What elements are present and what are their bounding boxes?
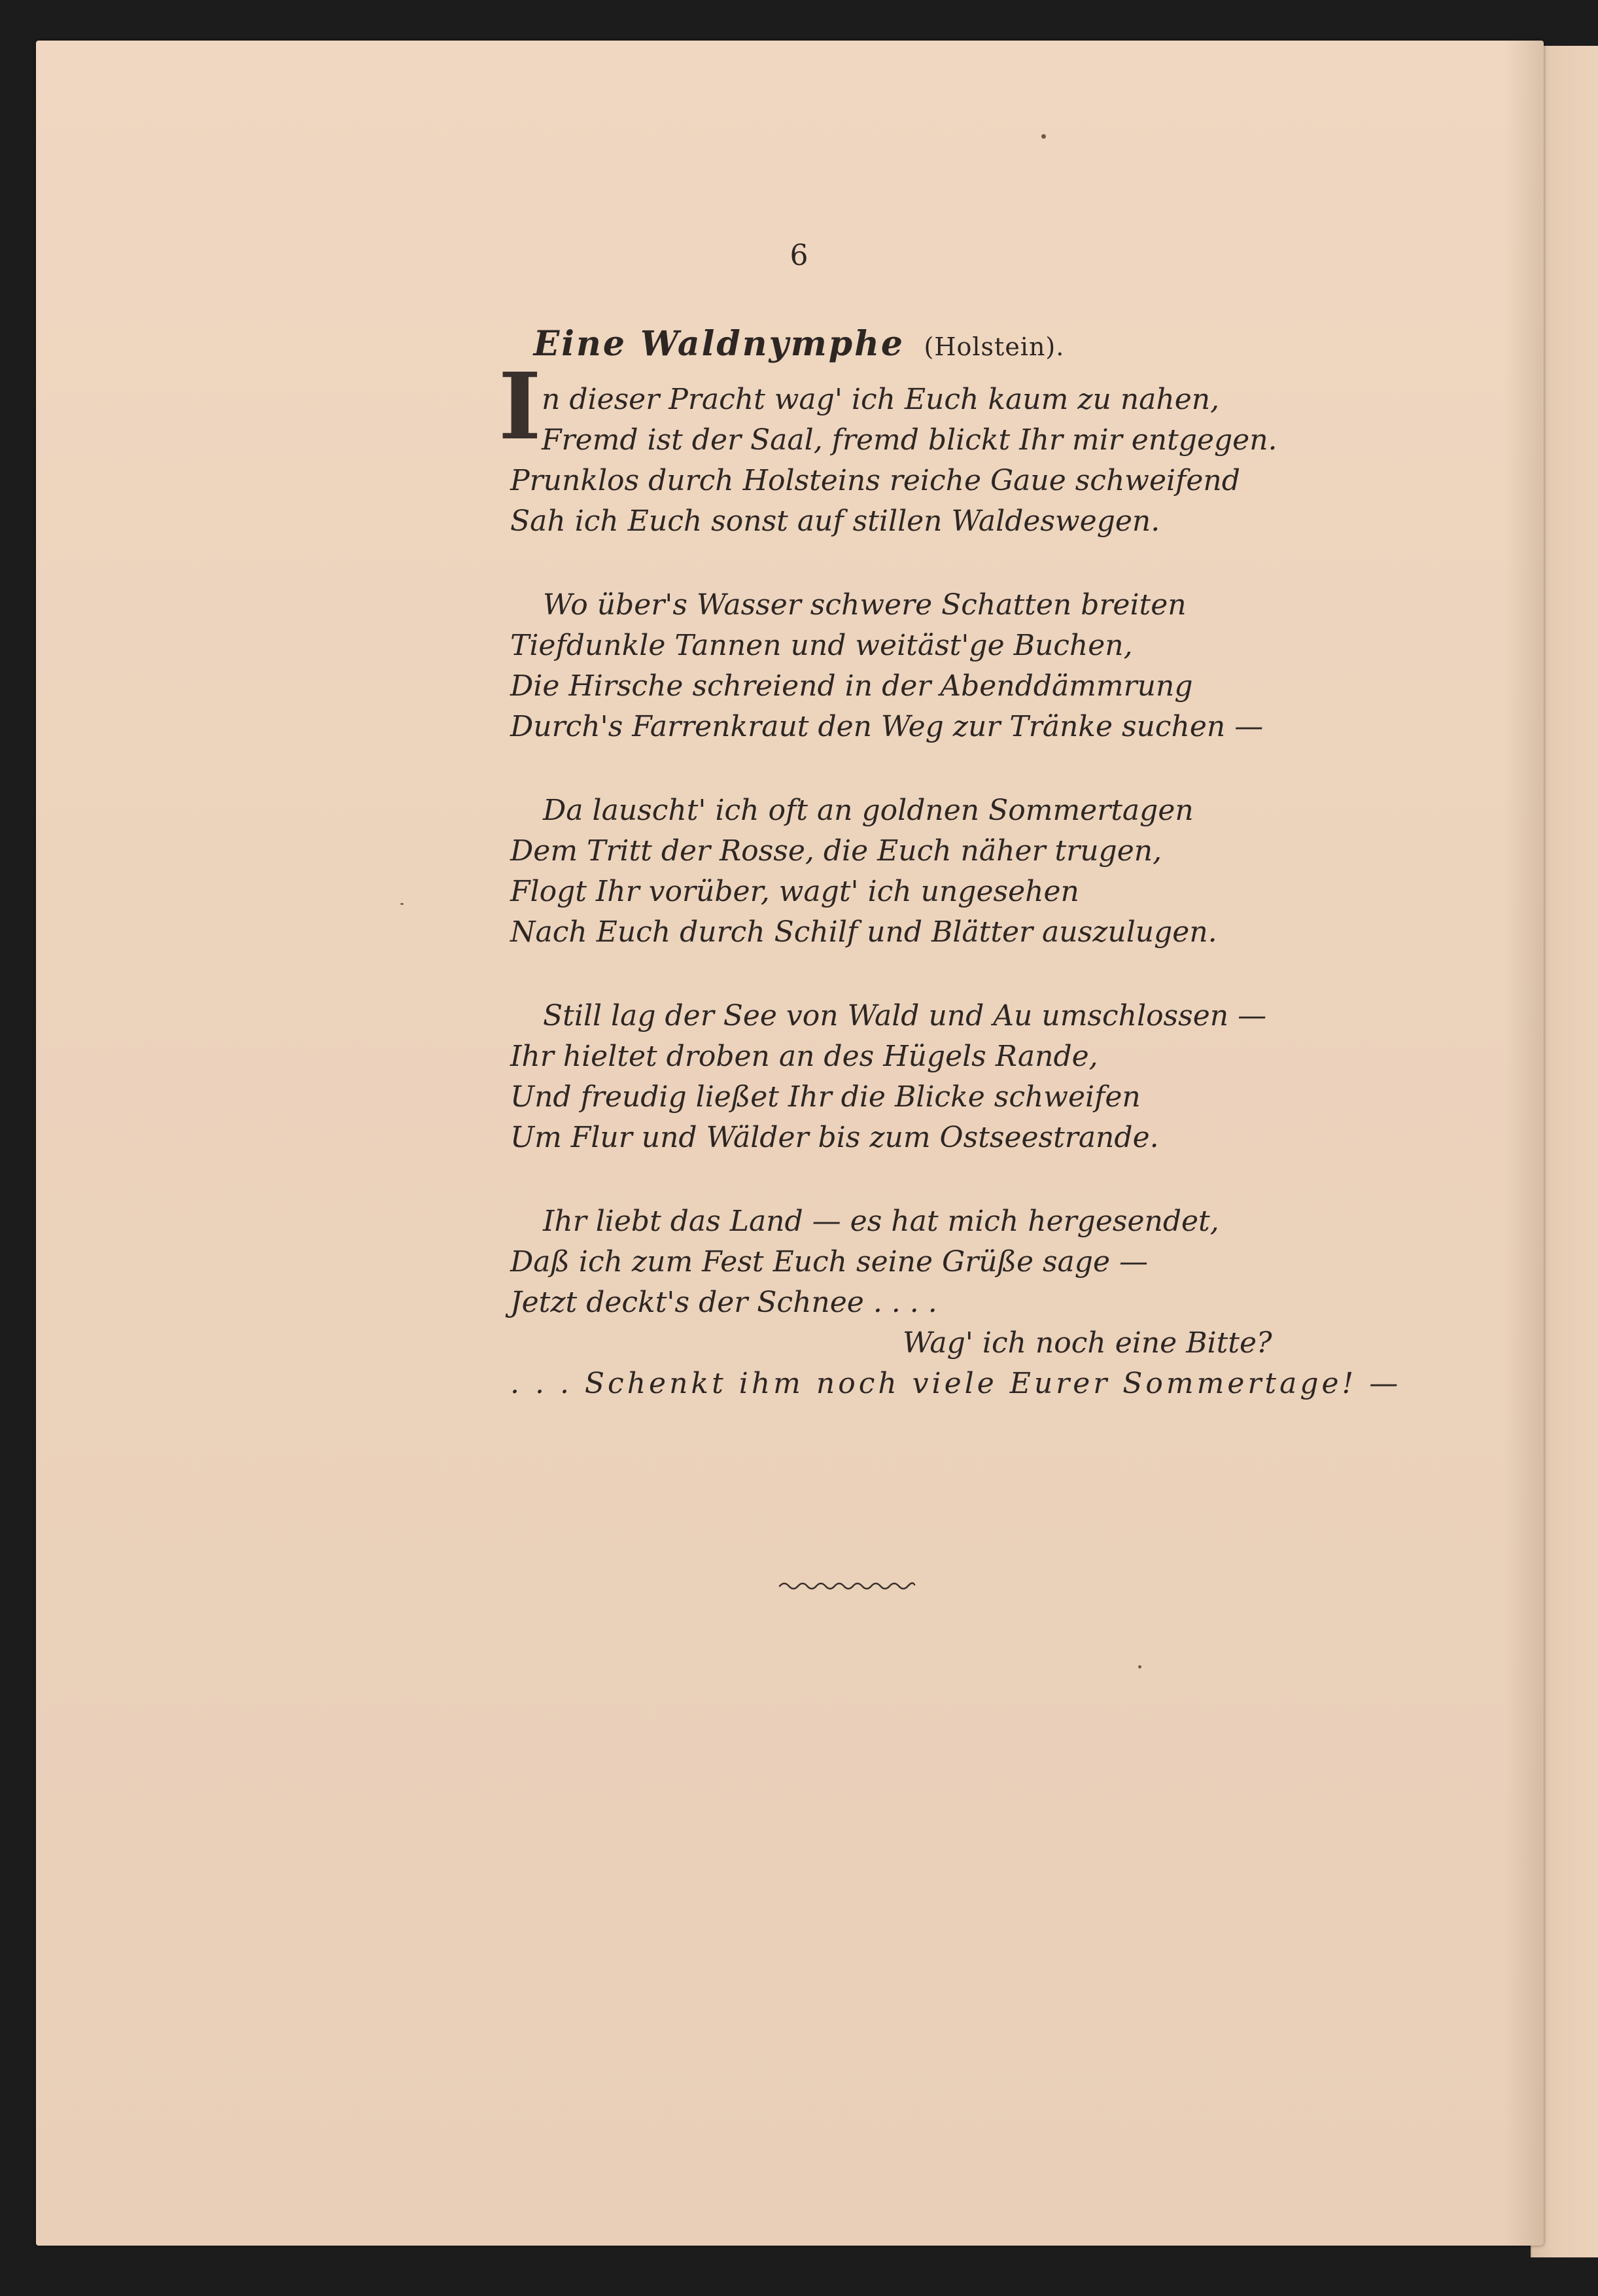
- poem-title: [0, 324, 1598, 364]
- poem-title-text: Eine Waldnymphe: [533, 324, 905, 364]
- stanza-4: [510, 996, 1295, 1158]
- poem-line: Fremd ist der Saal, fremd blickt Ihr mir entgegen.: [542, 423, 1277, 457]
- poem-line: Prunklos durch Holsteins reiche Gaue schweifend: [510, 464, 1240, 497]
- poem-line: Jetzt deckt's der Schnee . . . .: [510, 1286, 937, 1319]
- poem-line: Daß ich zum Fest Euch seine Grüße sage —: [510, 1245, 1148, 1279]
- stanza-2: [510, 585, 1295, 747]
- poem-line: Tiefdunkle Tannen und weitäst'ge Buchen,: [510, 629, 1133, 662]
- poem-line: Ihr liebt das Land — es hat mich hergesendet,: [543, 1205, 1219, 1238]
- first-line-text: n dieser Pracht wag' ich Euch kaum zu nahen,: [542, 383, 1220, 416]
- poem-line: Sah ich Euch sonst auf stillen Waldeswegen.: [510, 504, 1160, 538]
- wavy-line-ornament-icon: [778, 1578, 916, 1591]
- poem-line: Wo über's Wasser schwere Schatten breiten: [543, 588, 1187, 622]
- poem-line: Ihr hieltet droben an des Hügels Rande,: [510, 1040, 1098, 1073]
- poem-line: Um Flur und Wälder bis zum Ostseestrande.: [510, 1121, 1159, 1154]
- stanza-3: [510, 790, 1295, 953]
- stanza-1: [498, 353, 1295, 542]
- poem-line: Durch's Farrenkraut den Weg zur Tränke suchen —: [510, 710, 1264, 743]
- page-number: 6: [790, 239, 808, 272]
- poem-line: Dem Tritt der Rosse, die Euch näher trugen,: [510, 834, 1162, 868]
- poem-line: Wag' ich noch eine Bitte?: [903, 1326, 1272, 1360]
- poem-title-region: (Holstein).: [924, 332, 1065, 361]
- dropcap-initial: I: [498, 353, 542, 461]
- poem-line: Die Hirsche schreiend in der Abenddämmrung: [510, 669, 1193, 703]
- poem-line: Still lag der See von Wald und Au umschlossen —: [543, 999, 1267, 1033]
- poem-line: Und freudig ließet Ihr die Blicke schweifen: [510, 1080, 1141, 1114]
- stanza-5: [510, 1201, 1402, 1404]
- poem-line: Nach Euch durch Schilf und Blätter auszulugen.: [510, 915, 1217, 949]
- poem-line-closing: . . . Schenkt ihm noch viele Eurer Sommertage! —: [510, 1367, 1402, 1400]
- poem-line: Da lauscht' ich oft an goldnen Sommertagen: [543, 794, 1194, 827]
- poem-line: Flogt Ihr vorüber, wagt' ich ungesehen: [510, 875, 1079, 908]
- poem-body: [498, 353, 1402, 1447]
